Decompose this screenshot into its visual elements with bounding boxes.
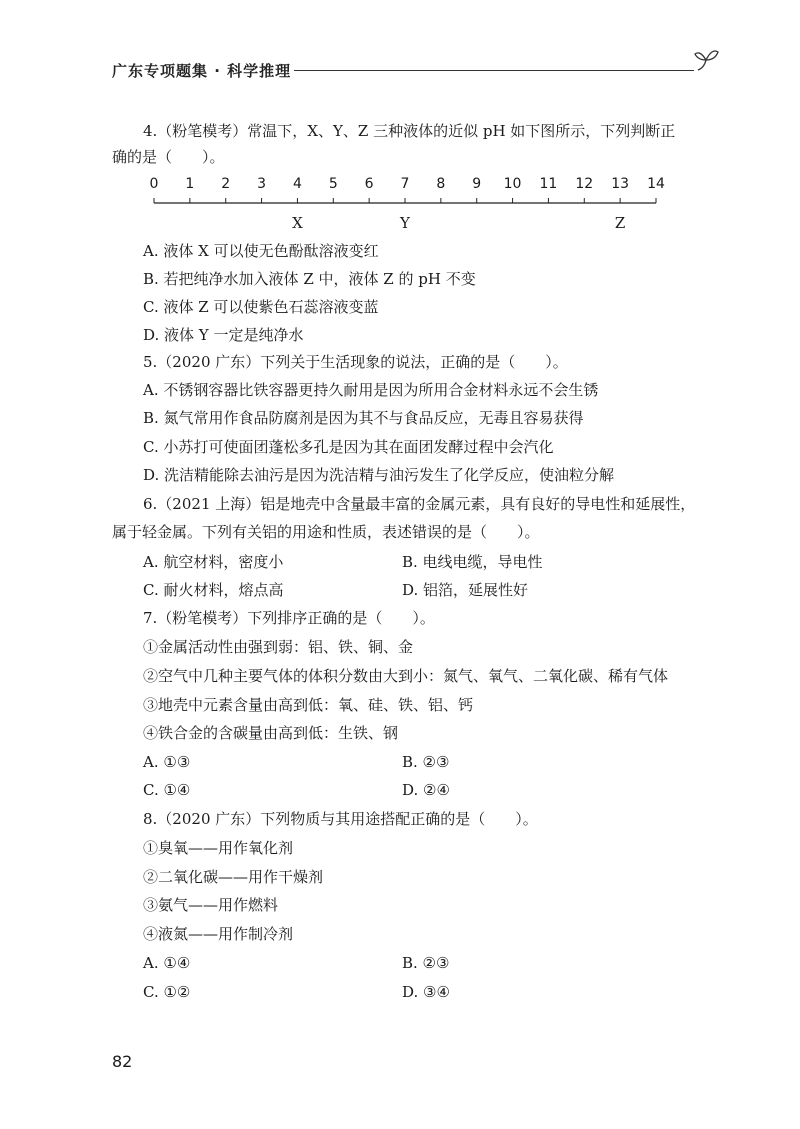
ph-tick-label: 6 [364, 176, 374, 192]
ph-marker-x: X [292, 214, 303, 232]
ph-tick-label: 7 [400, 176, 410, 192]
q6-option-b: B. 电线电缆，导电性 [402, 553, 543, 571]
sprout-icon [694, 46, 720, 76]
ph-tick-label: 2 [221, 176, 231, 192]
q8-item-3: ③氨气——用作燃料 [143, 896, 279, 914]
q5-stem: 5.（2020 广东）下列关于生活现象的说法，正确的是（ ）。 [143, 353, 568, 371]
q5-option-b: B. 氮气常用作食品防腐剂是因为其不与食品反应，无毒且容易获得 [143, 409, 584, 427]
ph-marker-z: Z [614, 214, 626, 232]
q7-item-1: ①金属活动性由强到弱：铝、铁、铜、金 [143, 638, 414, 656]
q6-stem-line2: 属于轻金属。下列有关铝的用途和性质，表述错误的是（ ）。 [112, 523, 540, 541]
ph-tick-label: 9 [472, 176, 482, 192]
q7-option-a: A. ①③ [143, 753, 191, 771]
header-divider [294, 70, 694, 71]
q4-stem-line2: 确的是（ ）。 [112, 148, 225, 166]
ph-tick-label: 1 [185, 176, 195, 192]
q8-item-4: ④液氮——用作制冷剂 [143, 925, 294, 943]
q8-item-1: ①臭氧——用作氧化剂 [143, 839, 294, 857]
q4-stem-line1: 4.（粉笔模考）常温下，X、Y、Z 三种液体的近似 pH 如下图所示，下列判断正 [143, 122, 676, 140]
page-header [112, 52, 712, 82]
ph-tick-label: 12 [575, 176, 594, 192]
q8-option-b: B. ②③ [402, 954, 450, 972]
ph-tick-label: 14 [647, 176, 665, 192]
q7-option-c: C. ①④ [143, 781, 191, 799]
ph-tick-label: 8 [436, 176, 446, 192]
q8-stem: 8.（2020 广东）下列物质与其用途搭配正确的是（ ）。 [143, 810, 538, 828]
q5-option-a: A. 不锈钢容器比铁容器更持久耐用是因为所用合金材料永远不会生锈 [143, 381, 599, 399]
q8-option-c: C. ①② [143, 983, 191, 1001]
q7-option-d: D. ②④ [402, 781, 450, 799]
q7-item-4: ④铁合金的含碳量由高到低：生铁、钢 [143, 724, 399, 742]
q8-option-a: A. ①④ [143, 954, 191, 972]
q7-item-3: ③地壳中元素含量由高到低：氧、硅、铁、铝、钙 [143, 696, 474, 714]
q6-option-a: A. 航空材料，密度小 [143, 553, 284, 571]
q7-item-2: ②空气中几种主要气体的体积分数由大到小：氮气、氧气、二氧化碳、稀有气体 [143, 667, 669, 685]
q7-stem: 7.（粉笔模考）下列排序正确的是（ ）。 [143, 609, 435, 627]
page-number: 82 [112, 1052, 133, 1071]
q5-option-c: C. 小苏打可使面团蓬松多孔是因为其在面团发酵过程中会汽化 [143, 438, 554, 456]
q5-option-d: D. 洗洁精能除去油污是因为洗洁精与油污发生了化学反应，使油粒分解 [143, 466, 615, 484]
q4-option-c: C. 液体 Z 可以使紫色石蕊溶液变蓝 [143, 298, 379, 316]
q4-option-a: A. 液体 X 可以使无色酚酞溶液变红 [143, 242, 379, 260]
ph-tick-label: 0 [149, 176, 159, 192]
ph-tick-label: 10 [503, 176, 522, 192]
q4-option-d: D. 液体 Y 一定是纯净水 [143, 326, 304, 344]
q6-option-d: D. 铝箔，延展性好 [402, 581, 529, 599]
ph-tick-label: 3 [257, 176, 267, 192]
ph-marker-y: Y [400, 214, 410, 232]
q8-option-d: D. ③④ [402, 983, 450, 1001]
q8-item-2: ②二氧化碳——用作干燥剂 [143, 868, 324, 886]
ph-tick-label: 4 [292, 176, 302, 192]
q4-option-b: B. 若把纯净水加入液体 Z 中，液体 Z 的 pH 不变 [143, 270, 476, 288]
ph-scale [140, 176, 680, 236]
ph-tick-label: 11 [539, 176, 558, 192]
ph-tick-label: 5 [328, 176, 338, 192]
ph-tick-label: 13 [611, 176, 630, 192]
ph-tick-marks [154, 198, 656, 203]
header-title: 广东专项题集 · 科学推理 [112, 62, 292, 80]
q7-option-b: B. ②③ [402, 753, 450, 771]
q6-stem-line1: 6.（2021 上海）铝是地壳中含量最丰富的金属元素，具有良好的导电性和延展性， [143, 495, 696, 513]
q6-option-c: C. 耐火材料，熔点高 [143, 581, 284, 599]
